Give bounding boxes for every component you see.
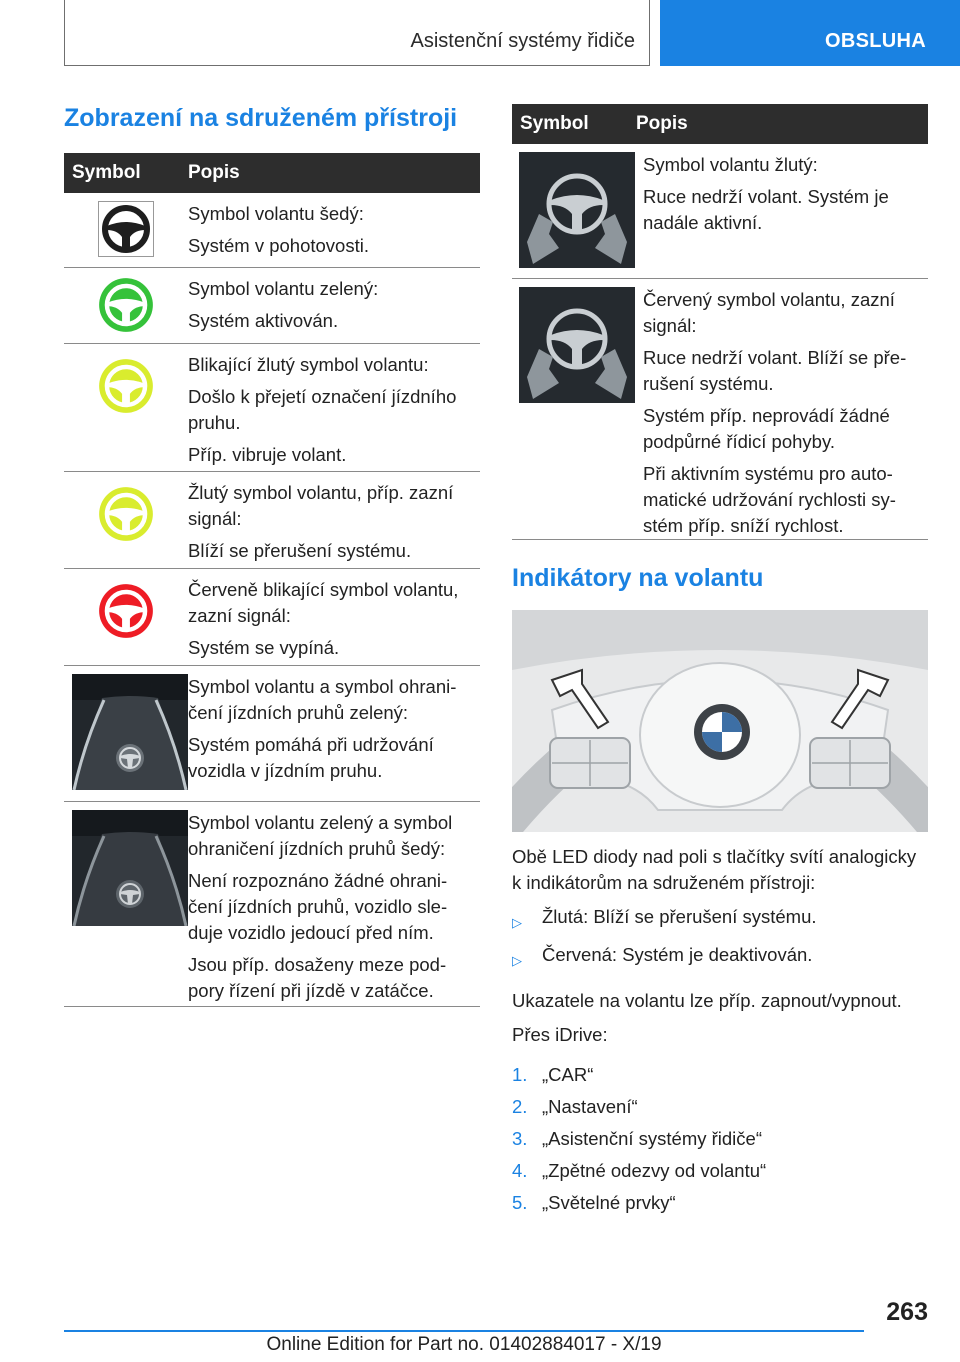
table-row: [64, 569, 480, 666]
lane-boundary-grey-image: [72, 810, 188, 926]
header-chapter-box: [64, 0, 650, 66]
list-item: [512, 1094, 928, 1120]
desc-line: Ruce nedrží volant. Systém je nadále aktivní.: [643, 186, 889, 233]
table-header: [512, 104, 928, 144]
row-description: [643, 287, 928, 536]
step-number: 5.: [512, 1192, 528, 1213]
footer-edition: Online Edition for Part no. 01402884017 - X/19: [266, 1334, 662, 1355]
table-row: [512, 279, 928, 540]
desc-line: Žlutý symbol volantu, příp. zazní signál:: [188, 482, 454, 529]
table-row: [64, 344, 480, 472]
idrive-paragraph: Přes iDrive:: [512, 1024, 608, 1045]
col-symbol-header: Symbol: [520, 113, 589, 134]
steering-wheel-green-icon: [98, 277, 154, 333]
steering-wheel-grey-icon: [98, 201, 154, 257]
step-number: 1.: [512, 1064, 528, 1085]
step-number: 3.: [512, 1128, 528, 1149]
desc-line: Není rozpoznáno žádné ohrani-čení jízdních pruhů, vozidlo sle-duje vozidlo jedoucí před ním.: [188, 870, 448, 943]
steering-wheel-yellow-blinking-icon: [98, 358, 154, 414]
desc-line: Systém v pohotovosti.: [188, 235, 369, 256]
step-text: „Asistenční systémy řidiče“: [542, 1128, 762, 1149]
desc-line: Systém se vypíná.: [188, 637, 340, 658]
desc-line: Symbol volantu šedý:: [188, 203, 364, 224]
row-description: [188, 276, 480, 333]
desc-line: Systém pomáhá při udržování vozidla v jízdním pruhu.: [188, 734, 434, 781]
list-item: [512, 904, 928, 936]
desc-line: Blikající žlutý symbol volantu:: [188, 354, 429, 375]
cluster-symbol-table: [64, 153, 480, 1007]
list-item: [512, 1126, 928, 1152]
step-text: „Nastavení“: [542, 1096, 638, 1117]
steering-wheel-red-icon: [98, 583, 154, 639]
step-text: „Zpětné odezvy od volantu“: [542, 1160, 767, 1181]
row-description: [188, 480, 480, 561]
table-row: [64, 802, 480, 1007]
bullet-text: Červená: Systém je deaktivován.: [542, 944, 813, 965]
desc-line: Symbol volantu zelený:: [188, 278, 379, 299]
desc-line: Symbol volantu a symbol ohrani-čení jízdních pruhů zelený:: [188, 676, 457, 723]
steering-wheel-photo: [512, 610, 928, 832]
desc-line: Jsou příp. dosaženy meze pod-pory řízení při jízdě v zatáčce.: [188, 954, 447, 1001]
row-description: [188, 674, 480, 791]
desc-line: Symbol volantu zelený a symbol ohraničení jízdních pruhů šedý:: [188, 812, 453, 859]
desc-line: Červený symbol volantu, zazní signál:: [643, 289, 895, 336]
step-text: „Světelné prvky“: [542, 1192, 676, 1213]
row-description: [188, 201, 480, 257]
row-description: [643, 152, 928, 268]
triangle-bullet-icon: ▷: [512, 915, 522, 930]
desc-line: Červeně blikající symbol volantu, zazní signál:: [188, 579, 459, 626]
desc-line: Příp. vibruje volant.: [188, 444, 347, 465]
table-row: [64, 666, 480, 802]
desc-line: Symbol volantu žlutý:: [643, 154, 818, 175]
toggle-paragraph: Ukazatele na volantu lze příp. zapnout/vypnout.: [512, 990, 902, 1011]
cluster-display-heading: Zobrazení na sdruženém přístroji: [64, 104, 458, 132]
list-item: [512, 1062, 928, 1088]
hands-off-symbol-table: [512, 104, 928, 540]
step-text: „CAR“: [542, 1064, 594, 1085]
list-item: [512, 1190, 928, 1216]
step-number: 2.: [512, 1096, 528, 1117]
table-row: [512, 144, 928, 279]
step-number: 4.: [512, 1160, 528, 1181]
desc-line: Systém příp. neprovádí žádné podpůrné řídicí pohyby.: [643, 405, 890, 452]
table-header: [64, 153, 480, 193]
col-symbol-header: Symbol: [72, 162, 141, 183]
col-desc-header: Popis: [188, 162, 240, 183]
hands-off-red-image: [519, 287, 635, 403]
row-description: [188, 352, 480, 465]
intro-paragraph: Obě LED diody nad poli s tlačítky svítí analogicky k indikátorům na sdruženém přístroji:: [512, 846, 917, 893]
footer-divider: [64, 1330, 864, 1332]
desc-line: Blíží se přerušení systému.: [188, 540, 412, 561]
desc-line: Při aktivním systému pro auto-matické udržování rychlosti sy-stém příp. sníží rychlost.: [643, 463, 896, 536]
header-section-tab: [660, 0, 960, 66]
col-desc-header: Popis: [636, 113, 688, 134]
hands-off-yellow-image: [519, 152, 635, 268]
chapter-title: Asistenční systémy řidiče: [410, 30, 635, 52]
table-row: [64, 472, 480, 569]
row-description: [188, 577, 480, 658]
indicators-body: [512, 844, 928, 1222]
list-item: [512, 942, 928, 974]
section-tab-label: OBSLUHA: [825, 30, 926, 52]
wheel-indicators-heading: Indikátory na volantu: [512, 564, 764, 592]
lane-boundary-green-image: [72, 674, 188, 790]
triangle-bullet-icon: ▷: [512, 953, 522, 968]
page-number: 263: [886, 1298, 928, 1326]
desc-line: Došlo k přejetí označení jízdního pruhu.: [188, 386, 457, 433]
list-item: [512, 1158, 928, 1184]
desc-line: Systém aktivován.: [188, 310, 339, 331]
steering-wheel-yellow-icon: [98, 486, 154, 542]
table-row: [64, 268, 480, 344]
row-description: [188, 810, 480, 1001]
desc-line: Ruce nedrží volant. Blíží se pře-rušení systému.: [643, 347, 907, 394]
table-row: [64, 193, 480, 268]
bullet-text: Žlutá: Blíží se přerušení systému.: [542, 906, 817, 927]
